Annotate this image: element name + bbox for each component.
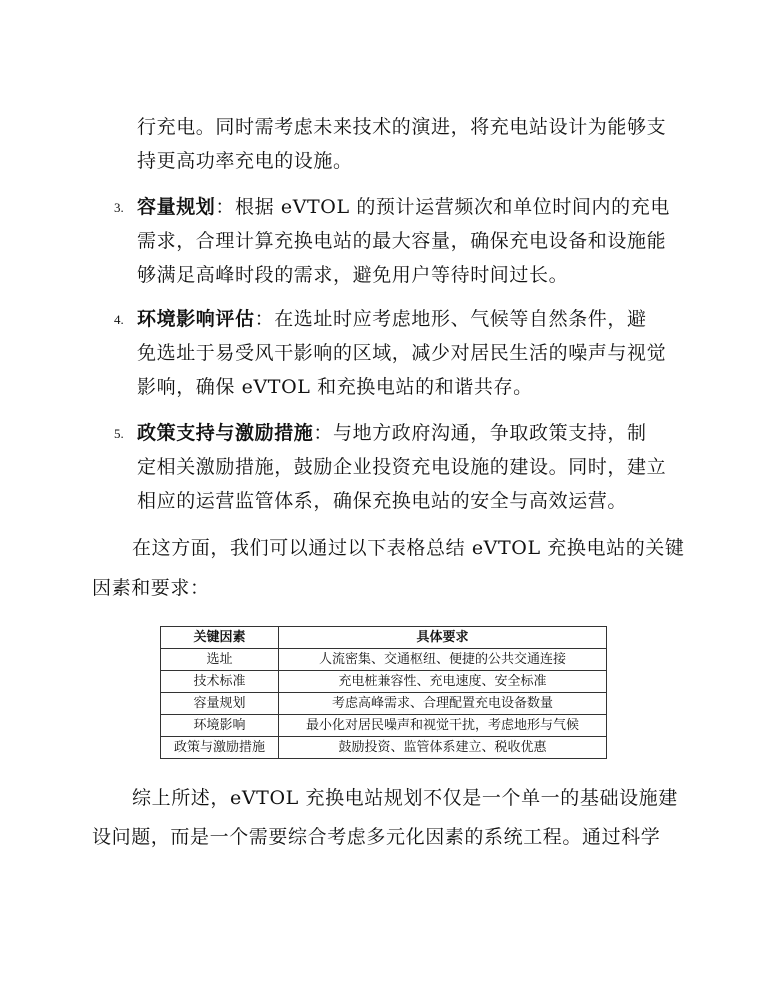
table-row (161, 737, 607, 759)
list-item-line: 需求，合理计算充换电站的最大容量，确保充电设备和设施能 (137, 230, 667, 252)
paragraph-line: 因素和要求： (92, 577, 210, 599)
list-item-line: 相应的运营监管体系，确保充换电站的安全与高效运营。 (137, 490, 628, 512)
paragraph-line: 持更高功率充电的设施。 (137, 150, 353, 172)
list-item-line (137, 307, 647, 331)
table-cell: 充电桩兼容性、充电速度、安全标准 (279, 671, 607, 693)
list-item-line: 影响，确保 eVTOL 和充换电站的和谐共存。 (137, 376, 533, 398)
paragraph-line: 综上所述，eVTOL 充换电站规划不仅是一个单一的基础设施建 (132, 787, 678, 809)
paragraph-line: 设问题，而是一个需要综合考虑多元化因素的系统工程。通过科学 (92, 826, 661, 848)
list-item-title: 政策支持与激励措施 (137, 422, 314, 444)
table-cell: 人流密集、交通枢纽、便捷的公共交通连接 (279, 649, 607, 671)
table-header-cell: 具体要求 (279, 627, 607, 649)
list-item-title: 环境影响评估 (137, 308, 255, 330)
list-item-line: 免选址于易受风干影响的区域，减少对居民生活的噪声与视觉 (137, 342, 667, 364)
table-cell: 最小化对居民噪声和视觉干扰，考虑地形与气候 (279, 715, 607, 737)
table-row (161, 649, 607, 671)
list-item-text: ：与地方政府沟通，争取政策支持，制 (313, 422, 647, 444)
table-header-row (161, 627, 607, 649)
table-row (161, 715, 607, 737)
table-cell: 技术标准 (161, 671, 279, 693)
table-cell: 选址 (161, 649, 279, 671)
table-cell: 考虑高峰需求、合理配置充电设备数量 (279, 693, 607, 715)
table-row (161, 693, 607, 715)
list-item-line (137, 421, 647, 445)
table-row (161, 671, 607, 693)
list-item-title: 容量规划 (137, 196, 216, 218)
list-item-text: ：根据 eVTOL 的预计运营频次和单位时间内的充电 (215, 196, 670, 218)
table-cell: 政策与激励措施 (161, 737, 279, 759)
list-item-line: 够满足高峰时段的需求，避免用户等待时间过长。 (137, 264, 569, 286)
list-item-number: 5. (114, 426, 124, 441)
table-cell: 环境影响 (161, 715, 279, 737)
key-factors-table (160, 626, 607, 759)
list-item-text: ：在选址时应考虑地形、气候等自然条件，避 (254, 308, 647, 330)
list-item-line (137, 195, 670, 219)
list-item-line: 定相关激励措施，鼓励企业投资充电设施的建设。同时，建立 (137, 456, 667, 478)
table-header-cell: 关键因素 (161, 627, 279, 649)
list-item-number: 3. (114, 200, 124, 215)
table-cell: 鼓励投资、监管体系建立、税收优惠 (279, 737, 607, 759)
paragraph-line: 在这方面，我们可以通过以下表格总结 eVTOL 充换电站的关键 (132, 537, 685, 559)
table-cell: 容量规划 (161, 693, 279, 715)
list-item-number: 4. (114, 312, 124, 327)
paragraph-line: 行充电。同时需考虑未来技术的演进，将充电站设计为能够支 (137, 116, 667, 138)
